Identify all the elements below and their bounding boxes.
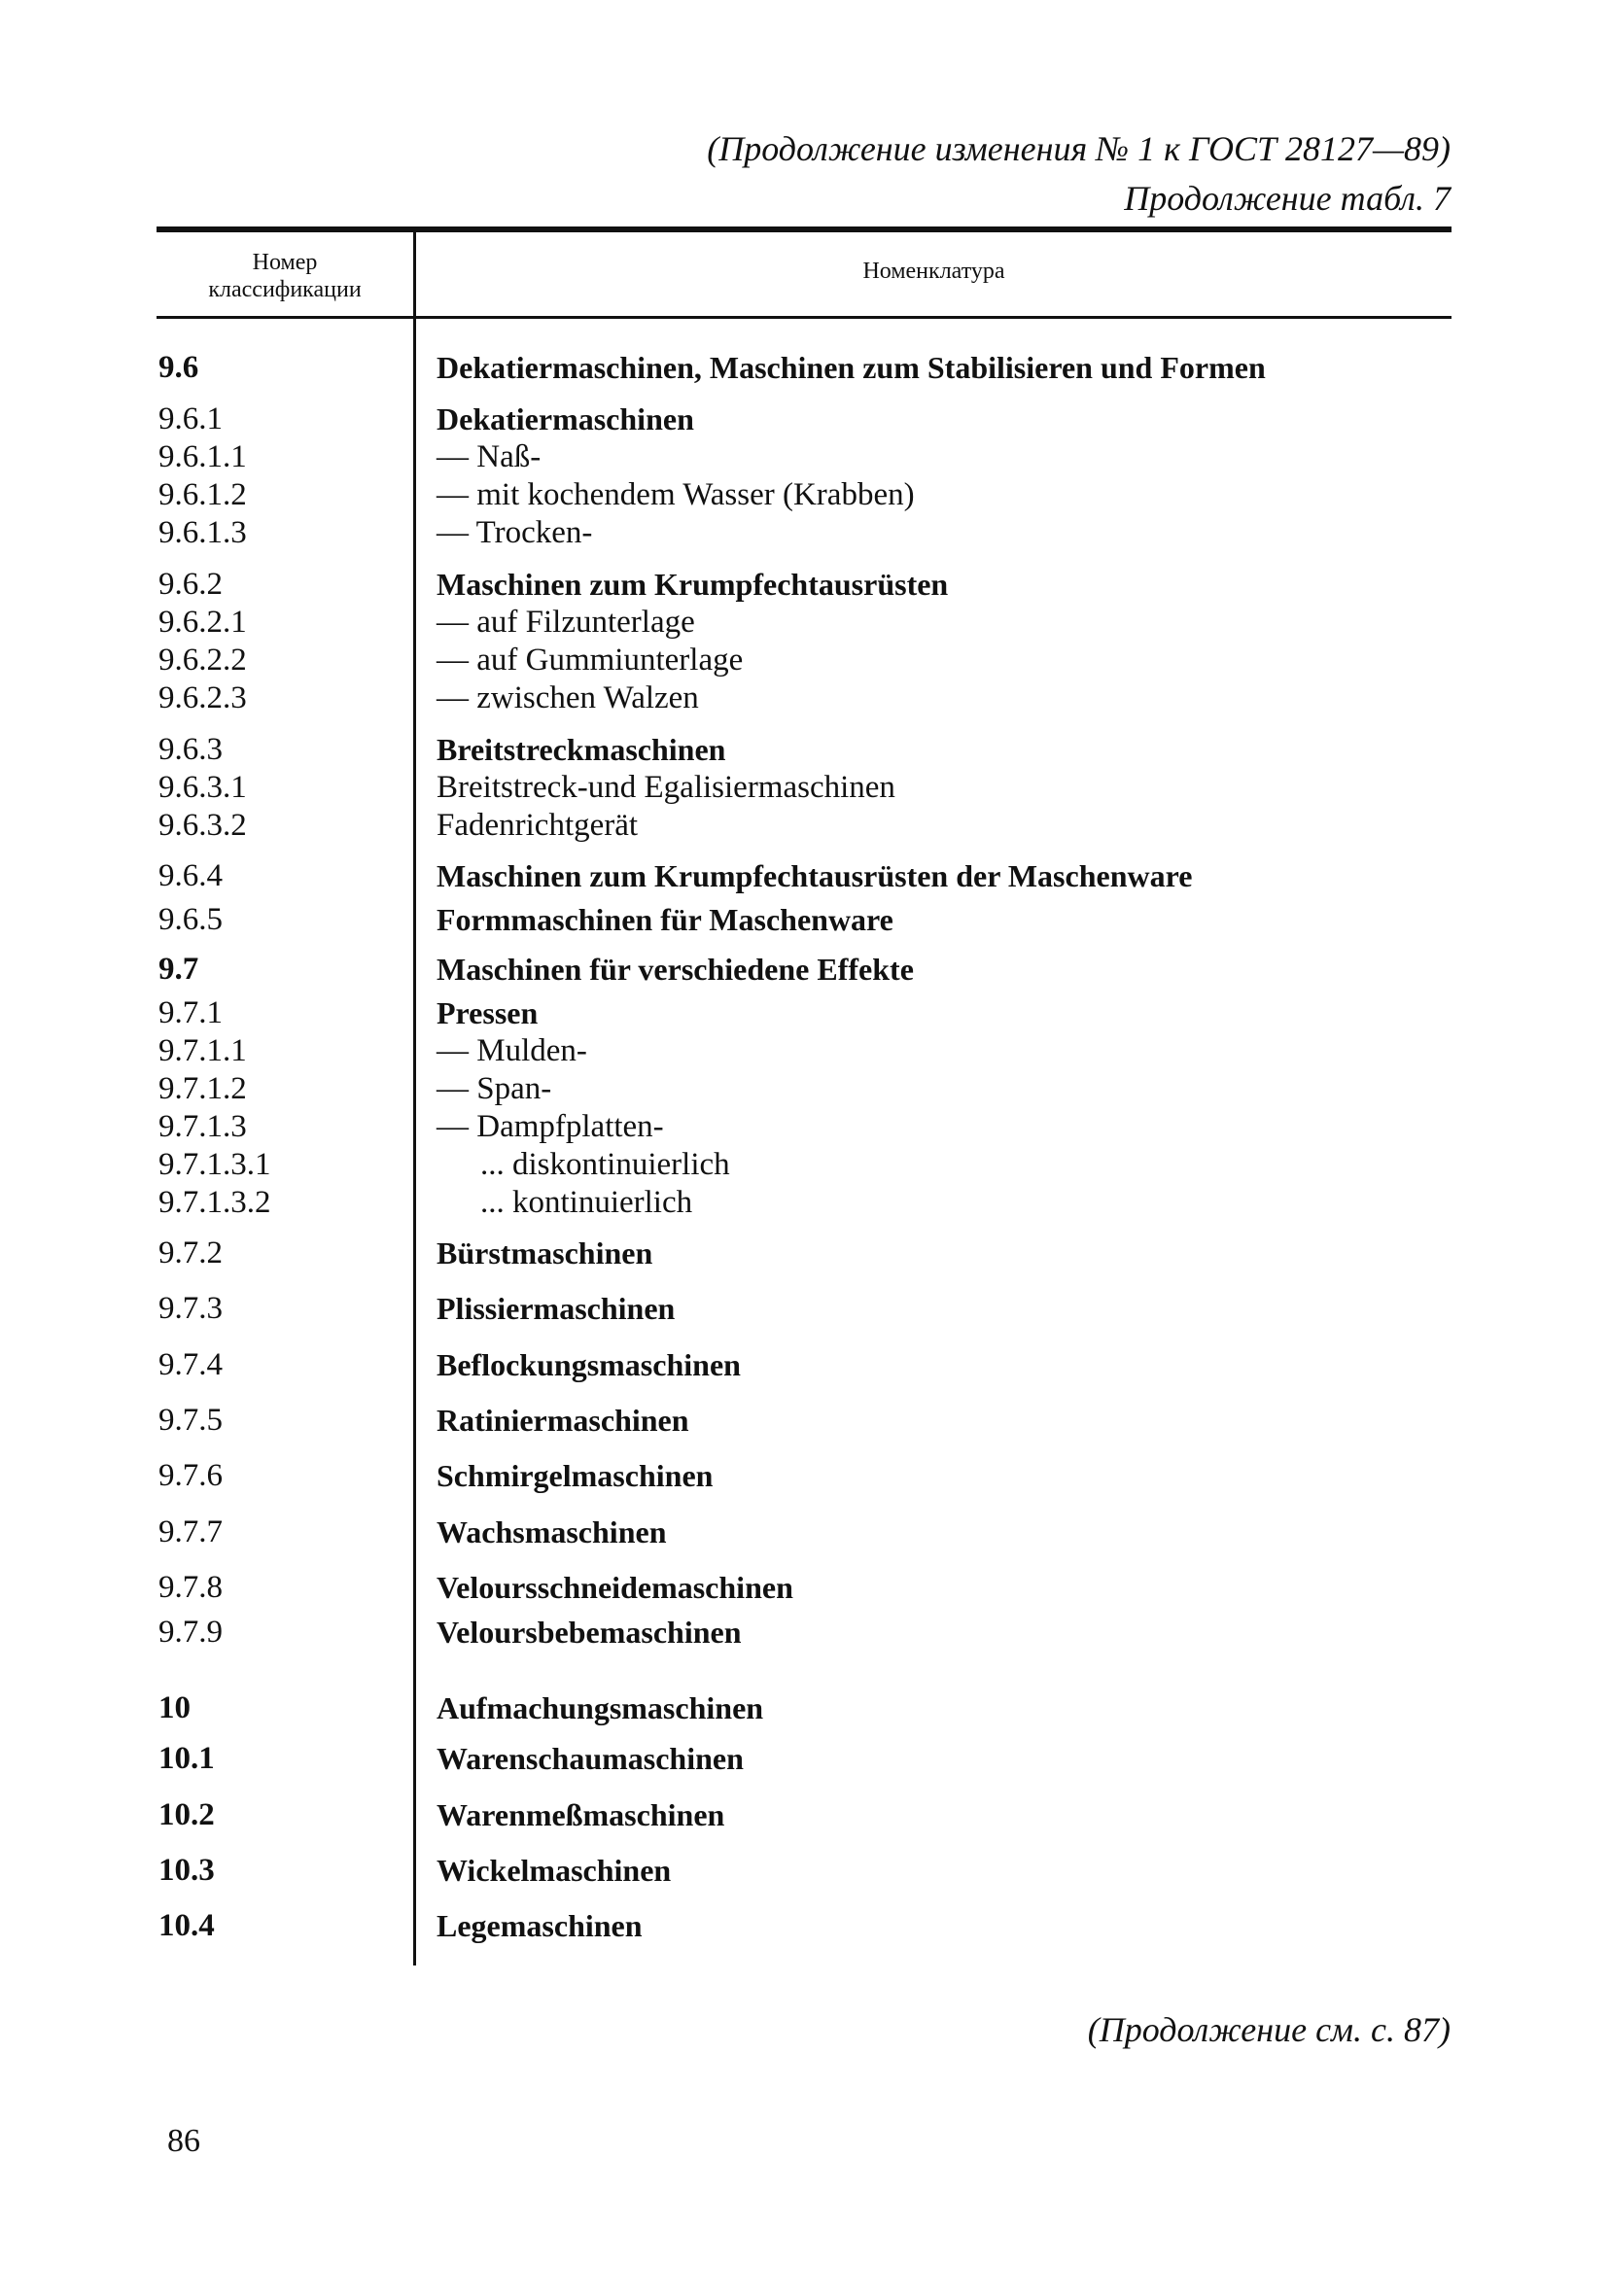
row-nomenclature: Legemaschinen	[437, 1908, 643, 1943]
row-nomenclature: Warenschaumaschinen	[437, 1741, 744, 1776]
row-nomenclature: Maschinen für verschiedene Effekte	[437, 952, 914, 987]
row-nomenclature: Veloursbebemaschinen	[437, 1615, 742, 1650]
table-row	[0, 437, 1609, 476]
row-number: 9.6.2.3	[158, 680, 247, 715]
header-table-continuation: Продолжение табл. 7	[1124, 179, 1451, 218]
table-row	[0, 1145, 1609, 1184]
row-number: 9.6.3.2	[158, 808, 247, 843]
continuation-note: (Продолжение см. с. 87)	[1087, 2010, 1451, 2049]
row-nomenclature: — zwischen Walzen	[437, 680, 699, 715]
row-number: 9.7.1.3.1	[158, 1147, 271, 1182]
row-number: 9.6.3	[158, 732, 223, 767]
row-nomenclature: Dekatiermaschinen	[437, 401, 694, 436]
table-row	[0, 1739, 1609, 1778]
table-row	[0, 1851, 1609, 1890]
row-number: 10.4	[158, 1908, 215, 1943]
column-header-nomenclature: Номенклатура	[862, 259, 1005, 284]
row-nomenclature: — Dampfplatten-	[437, 1109, 664, 1144]
row-nomenclature: Dekatiermaschinen, Maschinen zum Stabilisieren und Formen	[437, 350, 1266, 385]
row-nomenclature: ... kontinuierlich	[480, 1185, 693, 1220]
row-nomenclature: Ratiniermaschinen	[437, 1403, 689, 1438]
row-nomenclature: — Mulden-	[437, 1033, 587, 1068]
row-nomenclature: Aufmachungsmaschinen	[437, 1690, 764, 1725]
row-nomenclature: Maschinen zum Krumpfechtausrüsten	[437, 567, 949, 602]
table-row	[0, 400, 1609, 438]
table-row	[0, 603, 1609, 642]
table-row	[0, 1613, 1609, 1652]
table-row	[0, 856, 1609, 895]
row-number: 9.7.6	[158, 1458, 223, 1493]
table-row	[0, 1568, 1609, 1607]
table-top-rule	[157, 226, 1452, 232]
row-number: 9.7	[158, 952, 199, 987]
table-row	[0, 641, 1609, 679]
row-number: 9.6.1.1	[158, 439, 247, 474]
row-number: 9.7.1.3	[158, 1109, 247, 1144]
row-number: 9.6.3.1	[158, 770, 247, 805]
row-nomenclature: — mit kochendem Wasser (Krabben)	[437, 477, 915, 512]
row-number: 9.7.3	[158, 1291, 223, 1326]
header-continuation-line: (Продолжение изменения № 1 к ГОСТ 28127—89)	[707, 129, 1451, 168]
table-row	[0, 348, 1609, 387]
row-number: 9.7.5	[158, 1403, 223, 1438]
row-number: 9.7.1	[158, 995, 223, 1030]
column-header-number-line1: Номер	[252, 250, 318, 275]
row-nomenclature: — Naß-	[437, 439, 542, 474]
row-number: 9.7.1.1	[158, 1033, 247, 1068]
row-number: 9.6.1.2	[158, 477, 247, 512]
row-nomenclature: Pressen	[437, 995, 539, 1030]
row-number: 9.6	[158, 350, 199, 385]
table-row	[0, 1513, 1609, 1551]
row-nomenclature: — Trocken-	[437, 515, 593, 550]
row-nomenclature: Wachsmaschinen	[437, 1514, 667, 1549]
table-row	[0, 1795, 1609, 1834]
row-number: 9.7.8	[158, 1570, 223, 1605]
table-row	[0, 900, 1609, 939]
table-row	[0, 806, 1609, 845]
table-row	[0, 1906, 1609, 1945]
row-nomenclature: — Span-	[437, 1071, 552, 1106]
row-nomenclature: Beflockungsmaschinen	[437, 1347, 741, 1382]
row-number: 10.1	[158, 1741, 215, 1776]
column-header-number-line2: классификации	[208, 277, 362, 302]
table-row	[0, 1107, 1609, 1146]
table-header-rule	[157, 316, 1452, 319]
row-nomenclature: Veloursschneidemaschinen	[437, 1570, 793, 1605]
row-nomenclature: Maschinen zum Krumpfechtausrüsten der Maschenware	[437, 858, 1193, 893]
table-row	[0, 950, 1609, 989]
table-row	[0, 1456, 1609, 1495]
row-number: 10	[158, 1690, 191, 1725]
row-nomenclature: Breitstreck-und Egalisiermaschinen	[437, 770, 895, 805]
row-number: 9.6.1.3	[158, 515, 247, 550]
row-number: 9.6.4	[158, 858, 223, 893]
table-row	[0, 513, 1609, 552]
row-nomenclature: Plissiermaschinen	[437, 1291, 676, 1326]
row-nomenclature: Schmirgelmaschinen	[437, 1458, 714, 1493]
table-row	[0, 678, 1609, 717]
table-row	[0, 1234, 1609, 1272]
row-number: 9.6.1	[158, 401, 223, 436]
row-number: 10.3	[158, 1853, 215, 1888]
table-row	[0, 1031, 1609, 1070]
row-nomenclature: ... diskontinuierlich	[480, 1147, 730, 1182]
row-number: 9.7.1.2	[158, 1071, 247, 1106]
table-row	[0, 768, 1609, 807]
table-row	[0, 1345, 1609, 1384]
row-number: 9.6.2	[158, 567, 223, 602]
row-nomenclature: Wickelmaschinen	[437, 1853, 672, 1888]
row-number: 9.7.9	[158, 1615, 223, 1650]
row-nomenclature: Bürstmaschinen	[437, 1235, 653, 1270]
row-number: 9.6.2.1	[158, 605, 247, 640]
row-nomenclature: Formmaschinen für Maschenware	[437, 902, 893, 937]
row-number: 9.7.4	[158, 1347, 223, 1382]
table-row	[0, 1183, 1609, 1222]
row-nomenclature: — auf Gummiunterlage	[437, 643, 744, 678]
column-header-number	[157, 249, 413, 303]
row-number: 9.7.7	[158, 1514, 223, 1549]
row-number: 10.2	[158, 1797, 215, 1832]
page-number: 86	[167, 2123, 200, 2159]
row-nomenclature: Fadenrichtgerät	[437, 808, 639, 843]
table-row	[0, 475, 1609, 514]
table-row	[0, 1401, 1609, 1440]
row-nomenclature: — auf Filzunterlage	[437, 605, 695, 640]
table-row	[0, 565, 1609, 604]
table-row	[0, 1289, 1609, 1328]
row-nomenclature: Breitstreckmaschinen	[437, 732, 726, 767]
table-row	[0, 1688, 1609, 1727]
row-number: 9.6.5	[158, 902, 223, 937]
table-row	[0, 1069, 1609, 1108]
row-number: 9.6.2.2	[158, 643, 247, 678]
row-number: 9.7.1.3.2	[158, 1185, 271, 1220]
row-number: 9.7.2	[158, 1235, 223, 1270]
table-row	[0, 730, 1609, 769]
table-row	[0, 993, 1609, 1032]
row-nomenclature: Warenmeßmaschinen	[437, 1797, 725, 1832]
